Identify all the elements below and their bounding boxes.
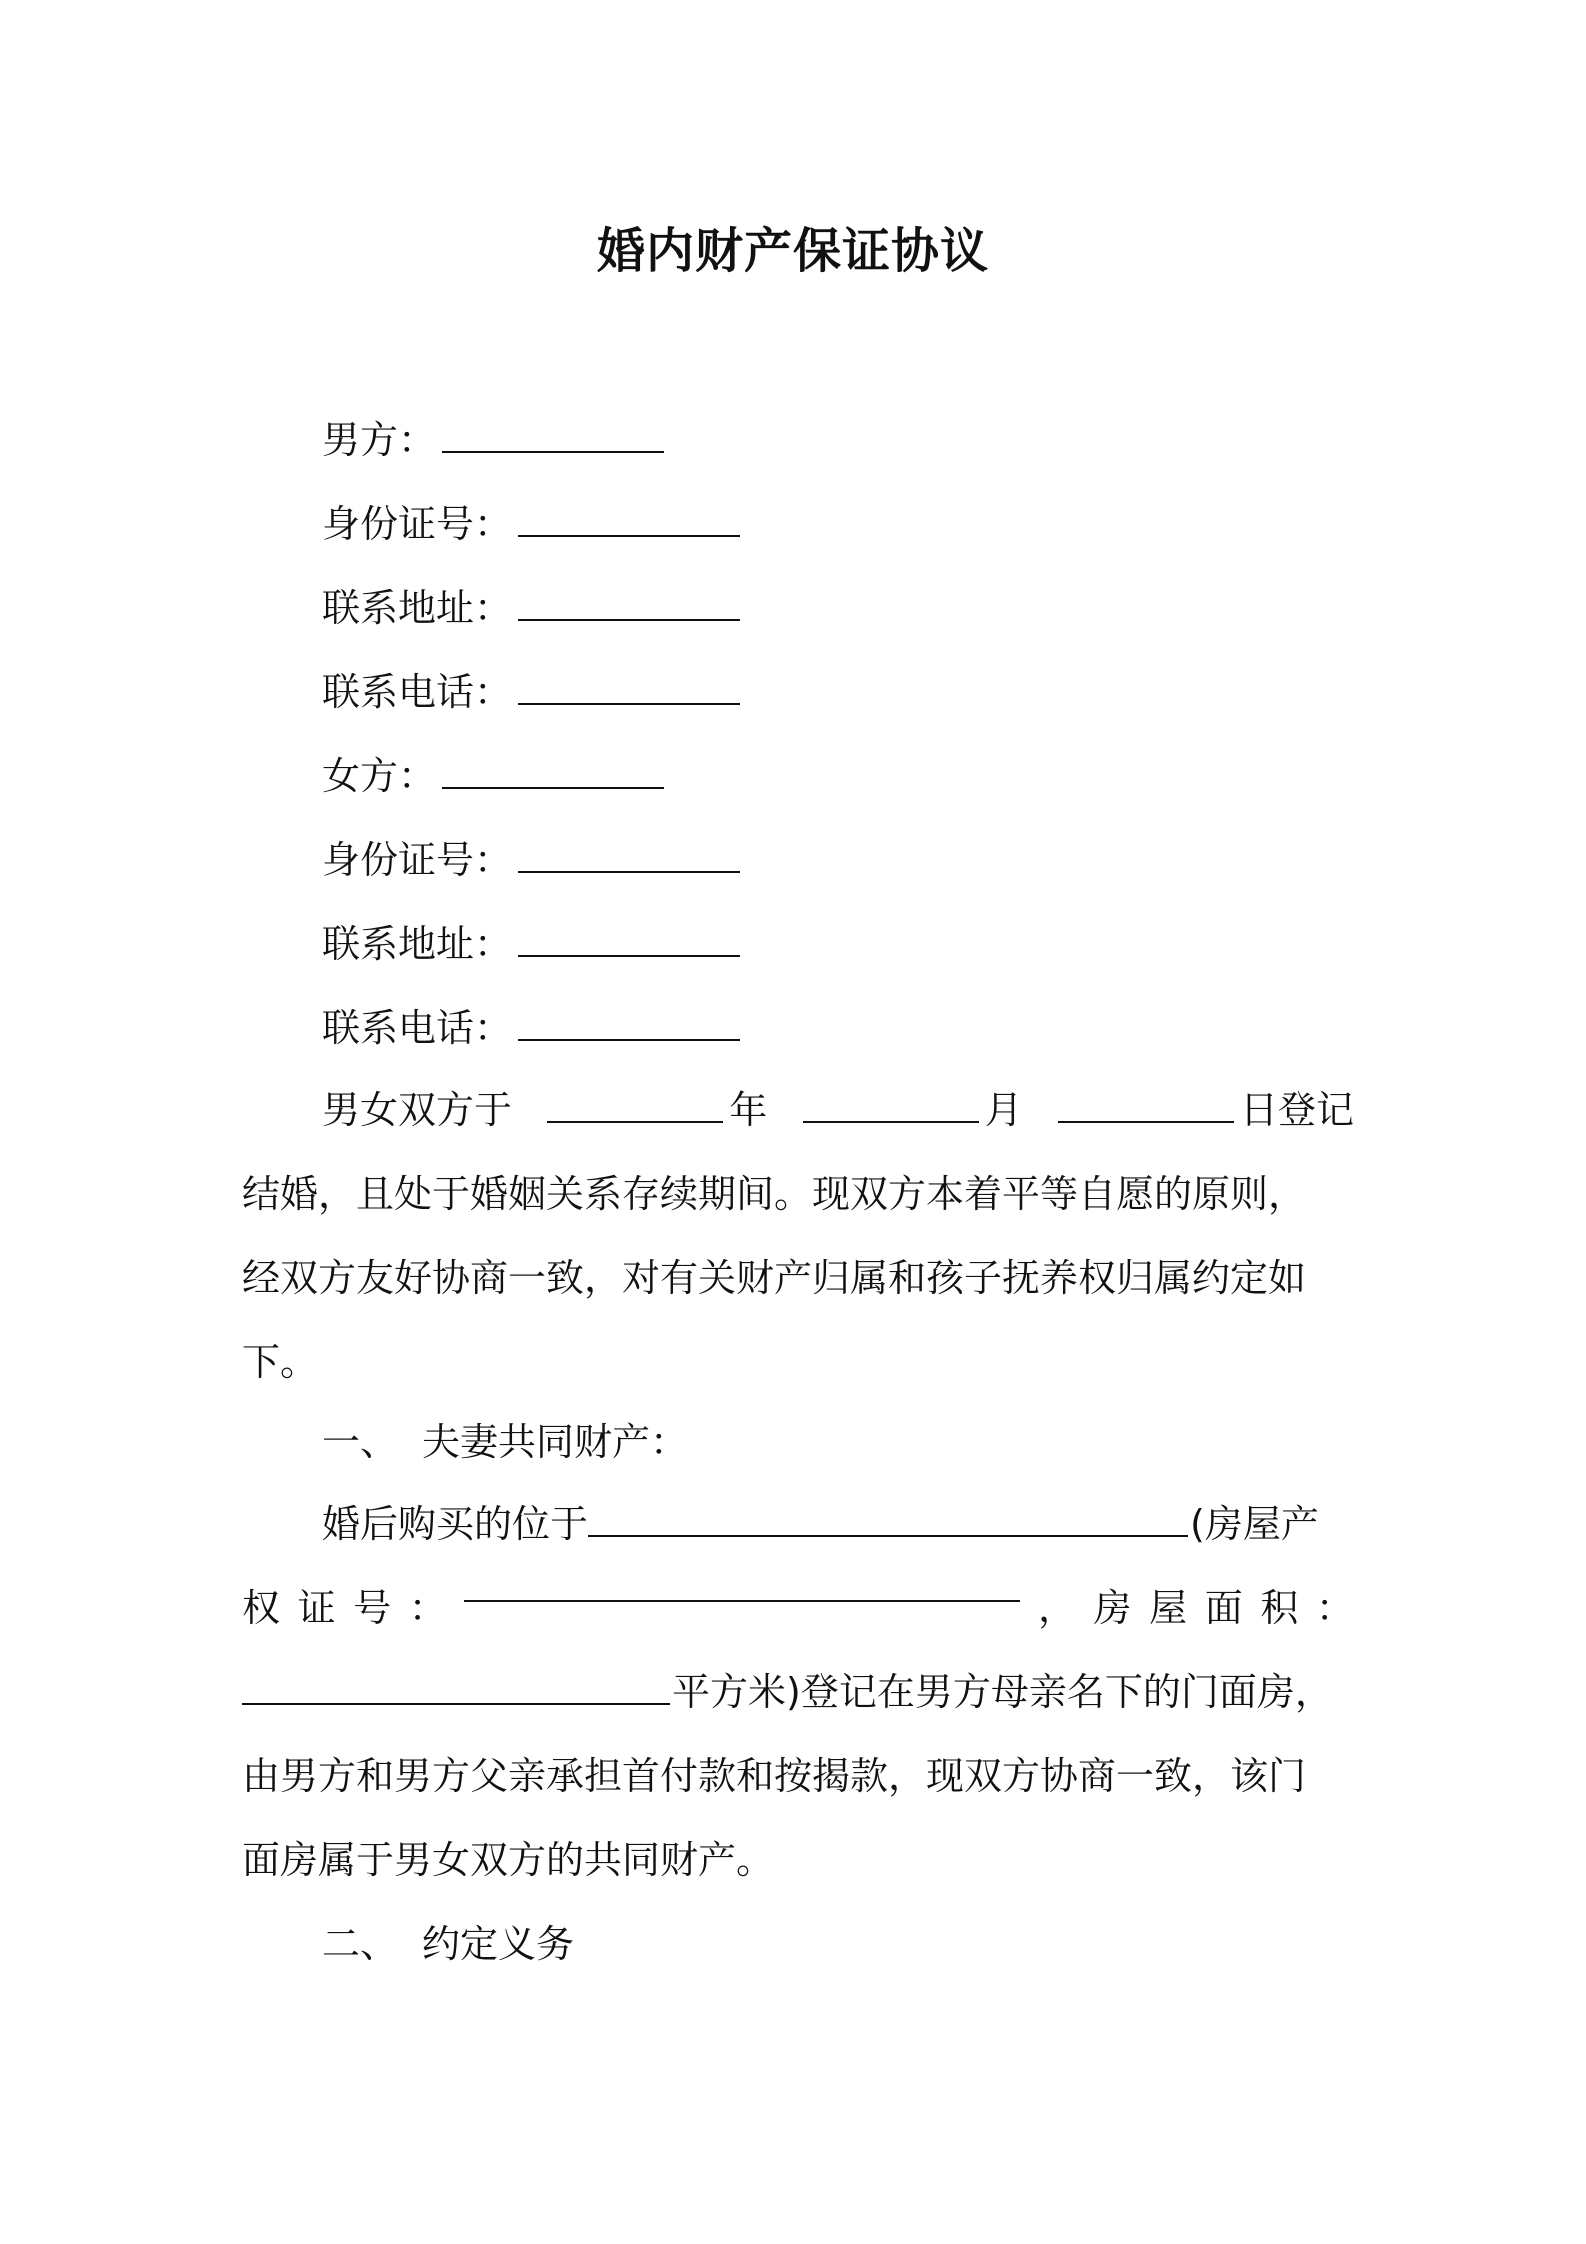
text: 面 — [1204, 1586, 1243, 1630]
section-number: 二、 — [322, 1922, 399, 1966]
text: 号 — [353, 1586, 392, 1630]
male-id-field — [322, 498, 746, 550]
day-blank[interactable] — [1058, 1087, 1234, 1123]
text: ： — [1315, 1586, 1354, 1630]
blank-line[interactable] — [518, 1005, 740, 1041]
section-1-line-1 — [242, 1482, 1354, 1566]
male-phone-field — [322, 666, 746, 718]
intro-line-4: 下。 — [242, 1340, 319, 1384]
field-label: 男方： — [322, 418, 437, 462]
field-label: 女方： — [322, 754, 437, 798]
blank-line[interactable] — [442, 417, 664, 453]
month-label: 月 — [984, 1088, 1023, 1132]
section-1-paragraph — [242, 1482, 1354, 1902]
field-label: 联系电话： — [322, 670, 513, 714]
date-group — [1058, 1068, 1354, 1152]
section-title: 约定义务 — [422, 1922, 575, 1966]
year-blank[interactable] — [547, 1087, 723, 1123]
intro-line-2: 结婚，且处于婚姻关系存续期间。现双方本着平等自愿的原则， — [242, 1172, 1307, 1216]
location-blank[interactable] — [588, 1501, 1188, 1537]
female-address-field — [322, 918, 746, 970]
date-group — [547, 1068, 767, 1152]
intro-text: 男女双方于 — [322, 1088, 513, 1132]
text: 证 — [297, 1586, 336, 1630]
day-label: 日登记 — [1239, 1088, 1354, 1132]
blank-line[interactable] — [518, 669, 740, 705]
section-1-line-3 — [242, 1650, 1354, 1734]
text: 屋 — [1149, 1586, 1188, 1630]
text: ： — [408, 1586, 447, 1630]
field-label: 联系地址： — [322, 922, 513, 966]
year-label: 年 — [729, 1088, 768, 1132]
blank-line[interactable] — [518, 585, 740, 621]
text: 房 — [1093, 1586, 1132, 1630]
blank-line[interactable] — [518, 501, 740, 537]
field-label: 身份证号： — [322, 502, 513, 546]
section-1-line-5: 面房属于男女双方的共同财产。 — [242, 1838, 775, 1882]
text: 平方米)登记在男方母亲名下的门面房， — [672, 1670, 1333, 1714]
intro-paragraph — [242, 1068, 1354, 1404]
date-group — [803, 1068, 1023, 1152]
section-2-heading — [322, 1918, 574, 1970]
text: 权 — [242, 1586, 281, 1630]
field-label: 联系电话： — [322, 1006, 513, 1050]
certificate-blank[interactable] — [464, 1566, 1020, 1602]
section-1-line-4: 由男方和男方父亲承担首付款和按揭款，现双方协商一致，该门 — [242, 1754, 1307, 1798]
section-1-line-2 — [242, 1566, 1354, 1650]
section-number: 一、 — [322, 1420, 399, 1464]
intro-line-1 — [242, 1068, 1354, 1152]
blank-line[interactable] — [442, 753, 664, 789]
female-id-field — [322, 834, 746, 886]
text: 婚后购买的位于 — [322, 1502, 589, 1546]
male-address-field — [322, 582, 746, 634]
text: 积 — [1260, 1586, 1299, 1630]
text: (房屋产 — [1190, 1502, 1319, 1546]
female-phone-field — [322, 1002, 746, 1054]
section-title: 夫妻共同财产： — [422, 1420, 689, 1464]
blank-line[interactable] — [518, 921, 740, 957]
section-1-heading — [322, 1416, 688, 1468]
page-title: 婚内财产保证协议 — [596, 223, 989, 279]
field-label: 联系地址： — [322, 586, 513, 630]
intro-line-3: 经双方友好协商一致，对有关财产归属和孩子抚养权归属约定如 — [242, 1256, 1307, 1300]
blank-line[interactable] — [518, 837, 740, 873]
month-blank[interactable] — [803, 1087, 979, 1123]
field-label: 身份证号： — [322, 838, 513, 882]
area-blank[interactable] — [242, 1669, 670, 1705]
male-name-field — [322, 414, 670, 466]
text: ， — [1037, 1586, 1076, 1630]
female-name-field — [322, 750, 670, 802]
